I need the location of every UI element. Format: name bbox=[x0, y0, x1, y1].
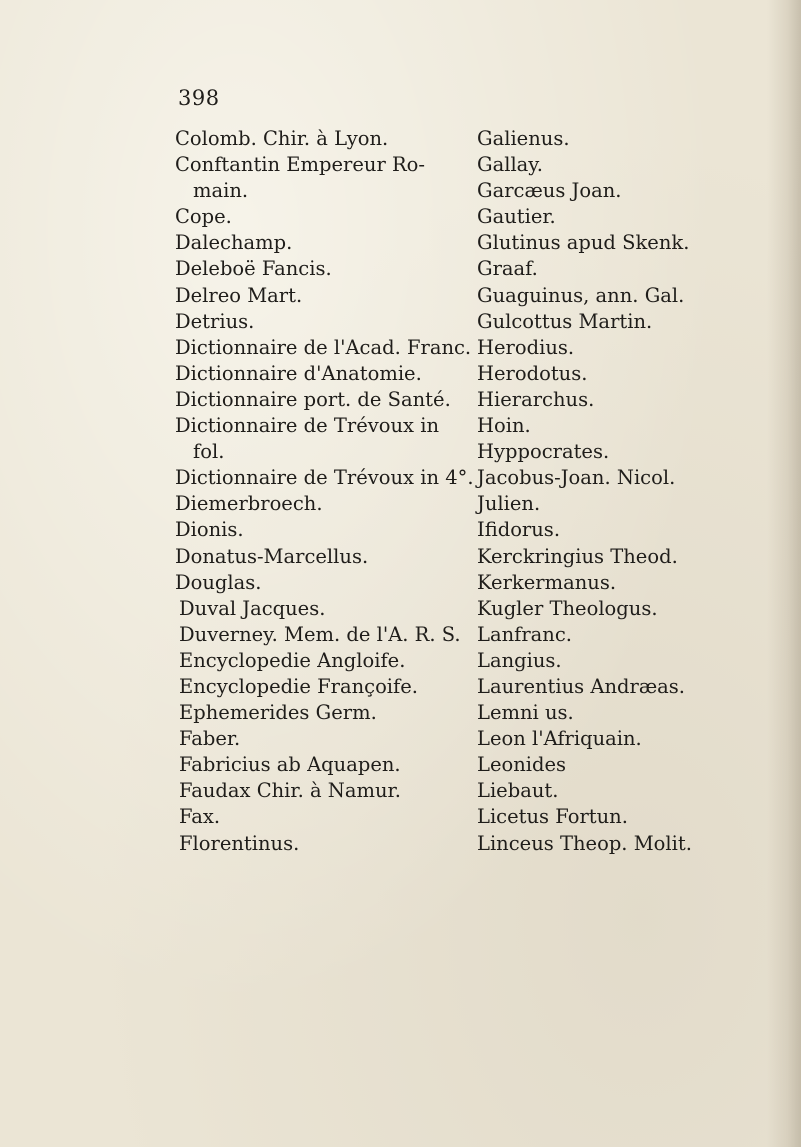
index-entry: Fabricius ab Aquapen. bbox=[179, 753, 401, 777]
index-entry: Dictionnaire de l'Acad. Franc. bbox=[175, 335, 472, 359]
index-entry: Cope. bbox=[175, 205, 232, 229]
index-entry: Dionis. bbox=[175, 518, 244, 542]
index-entry: Dictionnaire de Trévoux in 4°. bbox=[175, 466, 474, 490]
index-entry: Gautier. bbox=[477, 205, 556, 229]
index-entry: Ifidorus. bbox=[477, 518, 561, 542]
index-entry: Guaguinus, ann. Gal. bbox=[477, 283, 685, 307]
index-entry: Hyppocrates. bbox=[477, 440, 610, 464]
index-entry: Florentinus. bbox=[179, 831, 300, 855]
index-entry: Colomb. Chir. à Lyon. bbox=[175, 127, 389, 150]
index-entry: Gulcottus Martin. bbox=[477, 309, 653, 333]
index-entry: Dictionnaire d'Anatomie. bbox=[175, 361, 422, 385]
index-entry: Hierarchus. bbox=[477, 387, 595, 411]
index-entry: Faudax Chir. à Namur. bbox=[179, 779, 401, 803]
index-entry: Duval Jacques. bbox=[179, 596, 326, 620]
index-entry: Encyclopedie Angloife. bbox=[179, 648, 406, 672]
index-entry: Dalechamp. bbox=[175, 231, 293, 255]
index-entry: Langius. bbox=[477, 648, 562, 672]
index-entry: Lanfranc. bbox=[477, 622, 572, 646]
index-entry: Conftantin Empereur Ro- bbox=[175, 153, 425, 177]
index-entry-continuation: main. bbox=[193, 179, 249, 203]
index-entry: Encyclopedie Françoife. bbox=[179, 674, 418, 698]
index-entry: Kerckringius Theod. bbox=[477, 544, 678, 568]
index-entry: Detrius. bbox=[175, 309, 255, 333]
index-entry: Donatus-Marcellus. bbox=[175, 544, 369, 568]
index-entry: Dictionnaire de Trévoux in bbox=[175, 414, 440, 438]
page-edge-shadow bbox=[767, 0, 801, 1147]
index-entry: Herodotus. bbox=[477, 361, 588, 385]
index-entry: Galienus. bbox=[477, 127, 570, 150]
index-entry: Fax. bbox=[179, 805, 221, 829]
index-entry: Douglas. bbox=[175, 570, 262, 594]
index-entry: Kerkermanus. bbox=[477, 570, 617, 594]
index-entry: Dictionnaire port. de Santé. bbox=[175, 387, 451, 411]
index-entry: Hoin. bbox=[477, 414, 531, 438]
index-entry: Gallay. bbox=[477, 153, 543, 177]
index-entry: Graaf. bbox=[477, 257, 538, 281]
index-entry: Linceus Theop. Molit. bbox=[477, 831, 692, 855]
index-entry: Leon l'Afriquain. bbox=[477, 727, 642, 751]
index-entry: Diemerbroech. bbox=[175, 492, 323, 516]
index-entry: Jacobus-Joan. Nicol. bbox=[477, 466, 676, 490]
index-entry: Lemni us. bbox=[477, 701, 574, 725]
index-entry: Delreo Mart. bbox=[175, 283, 303, 307]
index-entry: Glutinus apud Skenk. bbox=[477, 231, 690, 255]
index-entry-continuation: fol. bbox=[193, 440, 225, 464]
index-entry: Leonides bbox=[477, 753, 567, 777]
page-number: 398 bbox=[178, 86, 220, 110]
index-entry: Licetus Fortun. bbox=[477, 805, 628, 829]
index-column-right bbox=[477, 126, 707, 857]
index-entry: Ephemerides Germ. bbox=[179, 701, 377, 725]
index-entry: Julien. bbox=[477, 492, 541, 516]
index-column-left bbox=[175, 126, 475, 857]
index-entry: Faber. bbox=[179, 727, 241, 751]
index-entry: Duverney. Mem. de l'A. R. S. bbox=[179, 622, 461, 646]
index-entry: Garcæus Joan. bbox=[477, 179, 622, 203]
index-entry: Liebaut. bbox=[477, 779, 559, 803]
index-entry: Laurentius Andræas. bbox=[477, 674, 685, 698]
index-entry: Deleboë Fancis. bbox=[175, 257, 332, 281]
index-entry: Kugler Theologus. bbox=[477, 596, 658, 620]
index-entry: Herodius. bbox=[477, 335, 575, 359]
